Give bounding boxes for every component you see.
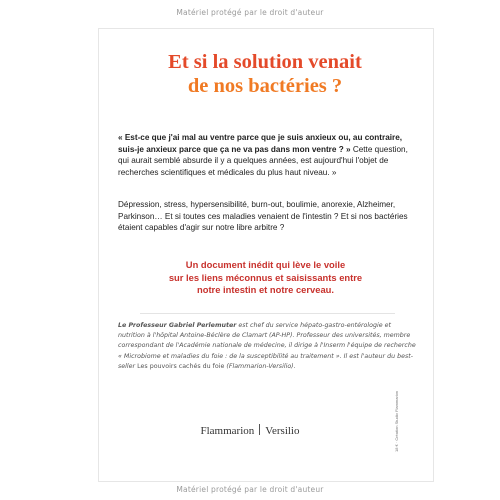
section-divider <box>140 313 395 314</box>
opening-quote <box>118 132 418 178</box>
pitch-statement <box>118 259 413 297</box>
publisher-flammarion: Flammarion <box>200 425 255 437</box>
author-name: Le Professeur Gabriel Perlemuter <box>118 322 237 329</box>
quote-question: « Est-ce que j'ai mal au ventre parce que je suis anxieux ou, au contraire, suis-je anxieux parce que ça ne va pas dans mon ventre ? » <box>118 133 403 154</box>
publisher-logos <box>0 424 500 437</box>
publisher-versilio: Versilio <box>265 425 300 437</box>
publisher-separator <box>259 424 260 435</box>
author-bio-text: est chef du service hépato-gastro-entérologie et nutrition à l'hôpital Antoine-Béclère de Clamart (AP-HP). Professeur des universités, membre correspondant de l'Académie nationale de médecine, il dirige à l'Inserm l'équipe de recherche « Microbiome et maladies du foie : de la susceptibilité au traitement ». Il est l'auteur du best-seller <box>118 322 416 370</box>
symptoms-paragraph: Dépression, stress, hypersensibilité, burn-out, boulimie, anorexie, Alzheimer, Parkinson… Et si toutes ces maladies venaient de l'intestin ? Et si nos bactéries étaient capables d'agir sur notre libre arbitre ? <box>118 200 408 232</box>
headline-line-1: Et si la solution venait <box>168 51 362 73</box>
headline-line-2: de nos bactéries ? <box>187 75 343 97</box>
quote-explanation: Cette question, qui aurait semblé absurde il y a quelques années, est aujourd'hui l'objet de recherches scientifiques et médicales du plus haut niveau. » <box>118 144 408 177</box>
author-bio-tail: (Flammarion-Versilio). <box>226 362 296 370</box>
copyright-watermark-top: Matériel protégé par le droit d'auteur <box>176 8 324 17</box>
body-paragraph <box>118 199 418 234</box>
author-bio <box>118 321 418 372</box>
author-book-title: Les pouvoirs cachés du foie <box>137 362 225 370</box>
copyright-watermark-bottom: Matériel protégé par le droit d'auteur <box>176 485 324 494</box>
headline <box>105 50 425 98</box>
pitch-line-1: Un document inédit qui lève le voile <box>185 259 346 270</box>
pitch-line-2: sur les liens méconnus et saisissants entre <box>168 271 363 283</box>
pitch-line-3: notre intestin et notre cerveau. <box>196 284 334 295</box>
cover-credit: 18 € · Création Studio Flammarion <box>394 390 399 452</box>
